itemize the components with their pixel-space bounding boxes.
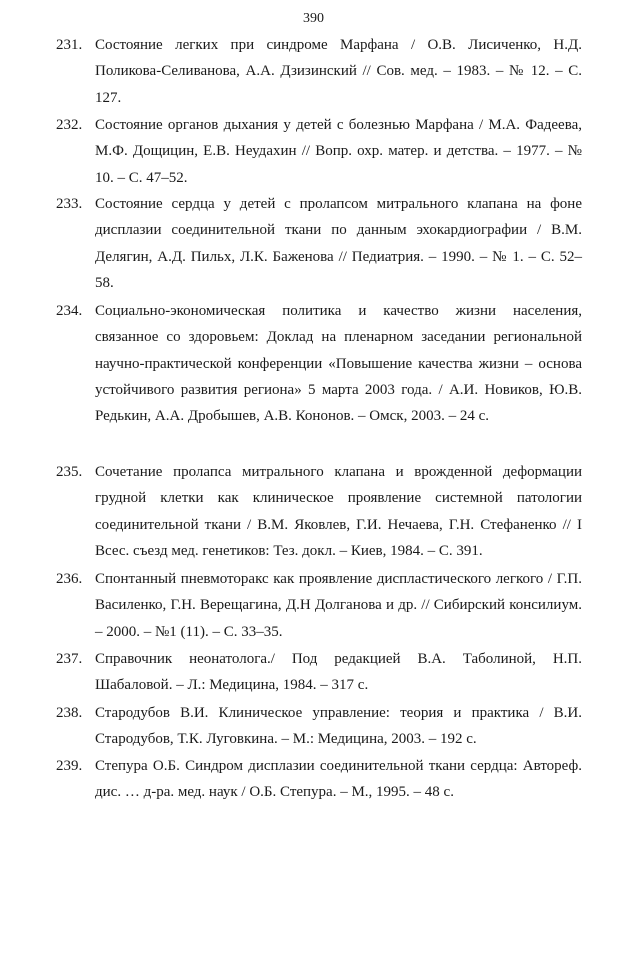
reference-text: Состояние легких при синдроме Марфана / О.В. Лисиченко, Н.Д. Поликова-Селиванова, А.А. Дзизинский // Сов. мед. – 1983. – № 12. – С. 127. — [95, 37, 582, 106]
reference-text: Степура О.Б. Синдром дисплазии соединительной ткани сердца: Автореф. дис. … д-ра. мед. наук / О.Б. Степура. – М., 1995. – 48 с. — [95, 758, 582, 801]
reference-text: Справочник неонатолога./ Под редакцией В.А. Таболиной, Н.П. Шабаловой. – Л.: Медицина, 1984. – 317 с. — [95, 651, 582, 694]
reference-item — [56, 646, 582, 699]
reference-text: Социально-экономическая политика и качество жизни населения, связанное со здоровьем: Доклад на пленарном заседании региональной научно-практической конференции «Повышение качества жизни – основа устойчивого развития региона» 5 марта 2003 года. / А.И. Новиков, Ю.В. Редькин, А.А. Дробышев, А.В. Кононов. – Омск, 2003. – 24 с. — [95, 303, 582, 425]
reference-number: 236. — [56, 571, 83, 587]
reference-item — [56, 191, 582, 296]
reference-number: 237. — [56, 651, 83, 667]
reference-text: Стародубов В.И. Клиническое управление: теория и практика / В.И. Стародубов, Т.К. Луговкина. – М.: Медицина, 2003. – 192 с. — [95, 705, 582, 748]
reference-number: 232. — [56, 117, 83, 133]
reference-number: 231. — [56, 37, 83, 53]
reference-text: Сочетание пролапса митрального клапана и врожденной деформации грудной клетки как клиническое проявление системной патологии соединительной ткани / В.М. Яковлев, Г.И. Нечаева, Г.Н. Стефаненко // I Всес. съезд мед. генетиков: Тез. докл. – Киев, 1984. – С. 391. — [95, 464, 582, 559]
reference-item — [56, 32, 582, 111]
reference-text: Состояние сердца у детей с пролапсом митрального клапана на фоне дисплазии соединительной ткани по данным эхокардиографии / В.М. Делягин, А.Д. Пильх, Л.К. Баженова // Педиатрия. – 1990. – № 1. – С. 52–58. — [95, 196, 582, 291]
reference-number: 238. — [56, 705, 83, 721]
reference-item — [56, 566, 582, 645]
page-number: 390 — [303, 11, 324, 26]
reference-item — [56, 700, 582, 753]
reference-number: 235. — [56, 464, 83, 480]
reference-item — [56, 298, 582, 429]
reference-number: 239. — [56, 758, 83, 774]
reference-item — [56, 753, 582, 806]
reference-item — [56, 459, 582, 564]
reference-item — [56, 112, 582, 191]
reference-number: 233. — [56, 196, 83, 212]
reference-text: Спонтанный пневмоторакс как проявление диспластического легкого / Г.П. Василенко, Г.Н. Верещагина, Д.Н Долганова и др. // Сибирский консилиум. – 2000. – №1 (11). – С. 33–35. — [95, 571, 582, 640]
reference-text: Состояние органов дыхания у детей с болезнью Марфана / М.А. Фадеева, М.Ф. Дощицин, Е.В. Неудахин // Вопр. охр. матер. и детства. – 1977. – № 10. – С. 47–52. — [95, 117, 582, 186]
reference-number: 234. — [56, 303, 83, 319]
